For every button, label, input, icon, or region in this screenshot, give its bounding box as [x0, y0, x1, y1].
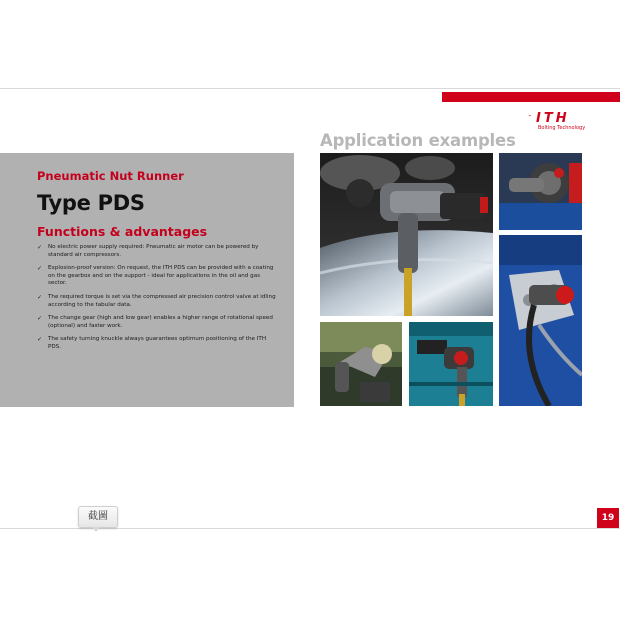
list-item-text: The safety turning knuckle always guarantees optimum positioning of the ITH PDS. [48, 336, 267, 350]
page-number: 19 [597, 508, 619, 528]
list-item-text: Explosion-proof version: On request, the ITH PDS can be provided with a coating on the gearbox and on the support - ideal for applications in the oil and gas sector. [48, 265, 274, 287]
list-item [37, 244, 277, 259]
logo-tagline: Bolting Technology [538, 125, 586, 131]
screenshot-button[interactable]: 截圖 [78, 506, 118, 528]
advantages-list [37, 244, 277, 352]
checkmark-icon: ✓ [37, 244, 43, 251]
list-item-text: The required torque is set via the compressed air precision control valve at idling according to the tabular data. [48, 293, 276, 308]
tooltip-pointer [92, 527, 100, 532]
photo-tool-on-machine [320, 322, 402, 406]
photo-tool-on-blue-cabinet [409, 322, 493, 406]
application-examples-title: Application examples [320, 131, 516, 150]
list-item [37, 265, 277, 288]
checkmark-icon: ✓ [37, 293, 43, 301]
product-title: Type PDS [37, 191, 145, 215]
product-category: Pneumatic Nut Runner [37, 169, 184, 183]
list-item-text: The change gear (high and low gear) enables a higher range of rotational speed (optional) and faster work. [48, 315, 273, 329]
photo-nut-runner-on-pipe [320, 153, 493, 316]
brand-red-bar [442, 92, 620, 102]
list-item [37, 294, 277, 309]
photo-tool-closeup [499, 153, 582, 230]
top-divider [0, 88, 620, 89]
logo-word: ITH [536, 111, 570, 126]
photo-nut-runner-on-flange [499, 235, 582, 406]
ith-logo [530, 112, 592, 134]
logo-mark: ™ [528, 114, 532, 119]
list-item [37, 315, 277, 330]
checkmark-icon: ✓ [37, 265, 43, 273]
list-item-text: No electric power supply required: Pneumatic air motor can be powered by standard air compressors. [48, 244, 259, 258]
checkmark-icon: ✓ [37, 315, 43, 323]
functions-heading: Functions & advantages [37, 224, 208, 239]
checkmark-icon: ✓ [37, 336, 43, 344]
list-item [37, 336, 277, 351]
